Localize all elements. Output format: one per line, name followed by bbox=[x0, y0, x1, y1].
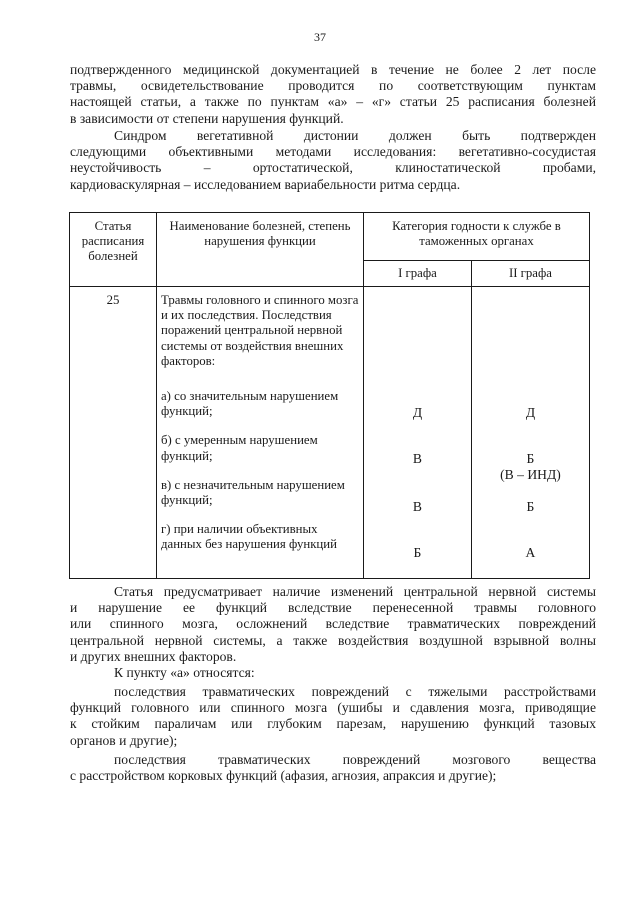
header-disease-name: Наименование болезней, степень нарушения функции bbox=[157, 213, 364, 287]
text-line: центральной нервной системы, а также воздействия воздушной взрывной волны bbox=[70, 632, 596, 648]
article-number: 25 bbox=[70, 287, 157, 579]
grades-column-1 bbox=[364, 287, 472, 579]
text-line: в зависимости от степени нарушения функций. bbox=[70, 110, 344, 126]
body-paragraph-2 bbox=[70, 665, 596, 681]
row-d-text: г) при наличии объективных данных без нарушения функций bbox=[161, 522, 337, 552]
header-column-1: I графа bbox=[364, 260, 472, 286]
intro-paragraph-1 bbox=[70, 62, 596, 127]
grades-column-2 bbox=[471, 287, 589, 579]
text-line: последствия травматических повреждений с тяжелыми расстройствами bbox=[114, 684, 596, 699]
text-line: настоящей статьи, а также по пунктам «а» – «г» статьи 25 расписания болезней bbox=[70, 94, 596, 110]
text-line: неустойчивость – ортостатической, клиностатической пробами, bbox=[70, 160, 596, 176]
text-line: Синдром вегетативной дистонии должен быть подтвержден bbox=[114, 128, 596, 143]
grade-d-col1: Б bbox=[413, 545, 422, 560]
disease-description bbox=[157, 287, 364, 579]
text-line: следующими объективными методами исследования: вегетативно-сосудистая bbox=[70, 144, 596, 160]
text-line: с расстройством корковых функций (афазия, агнозия, апраксия и другие); bbox=[70, 768, 497, 784]
body-paragraph-1 bbox=[70, 584, 596, 665]
grade-b-col2: Б bbox=[526, 451, 535, 466]
row-a-text: а) со значительным нарушением функций; bbox=[161, 389, 339, 419]
disease-table bbox=[69, 212, 590, 579]
text-line: травмы, освидетельствование проводится по соответствующим пунктам bbox=[70, 78, 596, 94]
disease-title: Травмы головного и спинного мозга и их последствия. Последствия поражений центральной нервной системы от воздействия внешних факторов: bbox=[161, 293, 359, 368]
body-paragraph-3 bbox=[70, 684, 596, 749]
text-line: Статья предусматривает наличие изменений центральной нервной системы bbox=[114, 584, 596, 599]
grade-c-col1: В bbox=[412, 499, 422, 514]
header-category: Категория годности к службе в таможенных органах bbox=[364, 213, 590, 261]
grade-a-col1: Д bbox=[412, 405, 423, 420]
text-line: органов и другие); bbox=[70, 732, 178, 748]
text-line: к стойким параличам или глубоким парезам, нарушению функций тазовых bbox=[70, 716, 596, 732]
text-line: последствия травматических повреждений мозгового вещества bbox=[114, 752, 596, 767]
text-line: подтвержденного медицинской документацией в течение не более 2 лет после bbox=[70, 62, 596, 77]
intro-paragraph-2 bbox=[70, 128, 596, 193]
row-c-text: в) с незначительным нарушением функций; bbox=[161, 477, 345, 508]
text-line: и других внешних факторов. bbox=[70, 648, 237, 664]
grade-b-col2-extra: (В – ИНД) bbox=[500, 467, 561, 482]
grade-d-col2: А bbox=[525, 545, 536, 560]
row-b-text: б) с умеренным нарушением функций; bbox=[161, 433, 318, 463]
header-article: Статья расписания болезней bbox=[70, 213, 157, 287]
text-line: кардиоваскулярная – исследованием вариабельности ритма сердца. bbox=[70, 176, 461, 192]
grade-b-col1: В bbox=[412, 451, 422, 466]
text-line: или спинного мозга, осложнений вследствие травматических повреждений bbox=[70, 616, 596, 632]
body-paragraph-4 bbox=[70, 752, 596, 784]
grade-c-col2: Б bbox=[526, 499, 535, 514]
page-number: 37 bbox=[314, 30, 326, 44]
text-line: К пункту «а» относятся: bbox=[114, 665, 255, 680]
grade-a-col2: Д bbox=[525, 405, 536, 420]
text-line: функций головного или спинного мозга (ушибы и сдавления мозга, приводящие bbox=[70, 700, 596, 716]
header-column-2: II графа bbox=[471, 260, 589, 286]
text-line: и нарушение ее функций вследствие перенесенной травмы головного bbox=[70, 600, 596, 616]
